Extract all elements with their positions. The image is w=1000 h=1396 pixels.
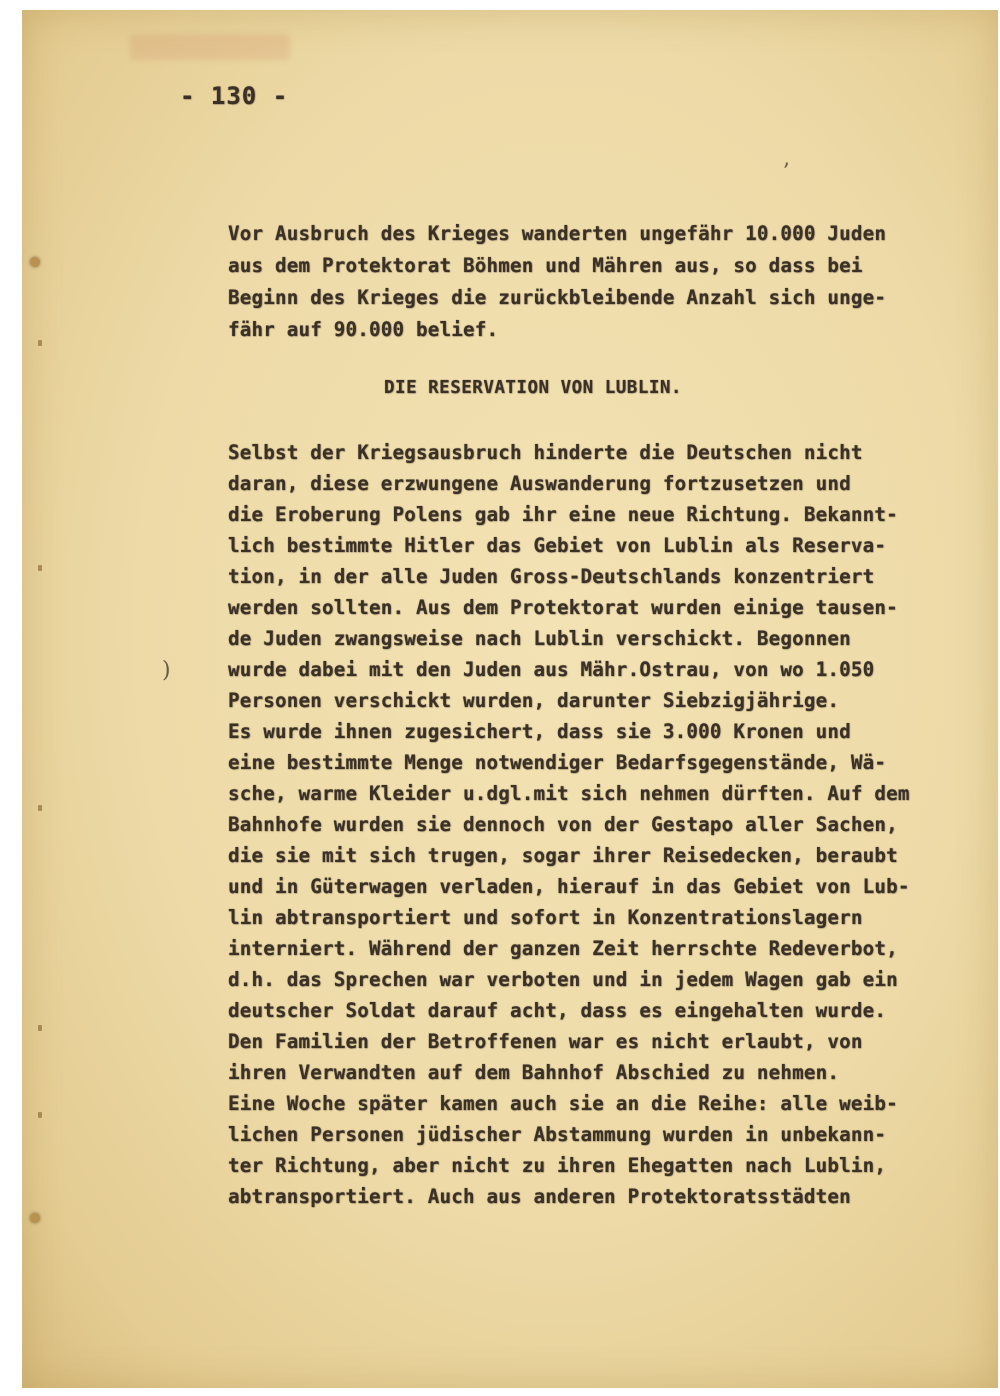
pencil-mark: ʼ — [782, 160, 789, 185]
text-line: ter Richtung, aber nicht zu ihren Ehegatten nach Lublin, — [228, 1154, 887, 1177]
text-line: Den Familien der Betroffenen war es nicht erlaubt, von — [228, 1030, 863, 1053]
text-line: Beginn des Krieges die zurückbleibende Anzahl sich unge- — [228, 286, 887, 309]
text-line: Personen verschickt wurden, darunter Siebzigjährige. — [228, 689, 840, 712]
text-line: tion, in der alle Juden Gross-Deutschlands konzentriert — [228, 565, 875, 588]
text-line: Bahnhofe wurden sie dennoch von der Gestapo aller Sachen, — [228, 813, 898, 836]
text-line: Es wurde ihnen zugesichert, dass sie 3.000 Kronen und — [228, 720, 851, 743]
text-line: Selbst der Kriegsausbruch hinderte die Deutschen nicht — [228, 441, 863, 464]
text-line: de Juden zwangsweise nach Lublin verschickt. Begonnen — [228, 627, 851, 650]
text-line: ihren Verwandten auf dem Bahnhof Abschied zu nehmen. — [228, 1061, 840, 1084]
text-line: werden sollten. Aus dem Protektorat wurden einige tausen- — [228, 596, 898, 619]
text-line: die Eroberung Polens gab ihr eine neue Richtung. Bekannt- — [228, 503, 898, 526]
text-line: lichen Personen jüdischer Abstammung wurden in unbekann- — [228, 1123, 887, 1146]
pencil-mark: ) — [162, 658, 171, 683]
text-line: eine bestimmte Menge notwendiger Bedarfsgegenstände, Wä- — [228, 751, 887, 774]
punch-hole — [30, 1213, 40, 1223]
text-line: deutscher Soldat darauf acht, dass es eingehalten wurde. — [228, 999, 887, 1022]
text-line: sche, warme Kleider u.dgl.mit sich nehmen dürften. Auf dem — [228, 782, 910, 805]
text-line: fähr auf 90.000 belief. — [228, 318, 499, 341]
margin-mark — [38, 1112, 42, 1118]
faded-stamp — [130, 34, 290, 60]
punch-hole — [30, 257, 40, 267]
text-line: Vor Ausbruch des Krieges wanderten ungefähr 10.000 Juden — [228, 222, 887, 245]
text-line: aus dem Protektorat Böhmen und Mähren aus, so dass bei — [228, 254, 863, 277]
margin-mark — [38, 1025, 42, 1031]
text-line: die sie mit sich trugen, sogar ihrer Reisedecken, beraubt — [228, 844, 898, 867]
text-line: Eine Woche später kamen auch sie an die Reihe: alle weib- — [228, 1092, 898, 1115]
text-line: lin abtransportiert und sofort in Konzentrationslagern — [228, 906, 863, 929]
margin-mark — [38, 340, 42, 346]
margin-mark — [38, 565, 42, 571]
text-line: und in Güterwagen verladen, hierauf in das Gebiet von Lub- — [228, 875, 910, 898]
text-line: d.h. das Sprechen war verboten und in jedem Wagen gab ein — [228, 968, 898, 991]
section-heading: DIE RESERVATION VON LUBLIN. — [384, 378, 682, 398]
text-line: wurde dabei mit den Juden aus Mähr.Ostrau, von wo 1.050 — [228, 658, 875, 681]
text-line: interniert. Während der ganzen Zeit herrschte Redeverbot, — [228, 937, 898, 960]
margin-mark — [38, 805, 42, 811]
text-line: abtransportiert. Auch aus anderen Protektoratsstädten — [228, 1185, 851, 1208]
text-line: daran, diese erzwungene Auswanderung fortzusetzen und — [228, 472, 851, 495]
text-line: lich bestimmte Hitler das Gebiet von Lublin als Reserva- — [228, 534, 887, 557]
page-number: - 130 - — [180, 82, 289, 110]
